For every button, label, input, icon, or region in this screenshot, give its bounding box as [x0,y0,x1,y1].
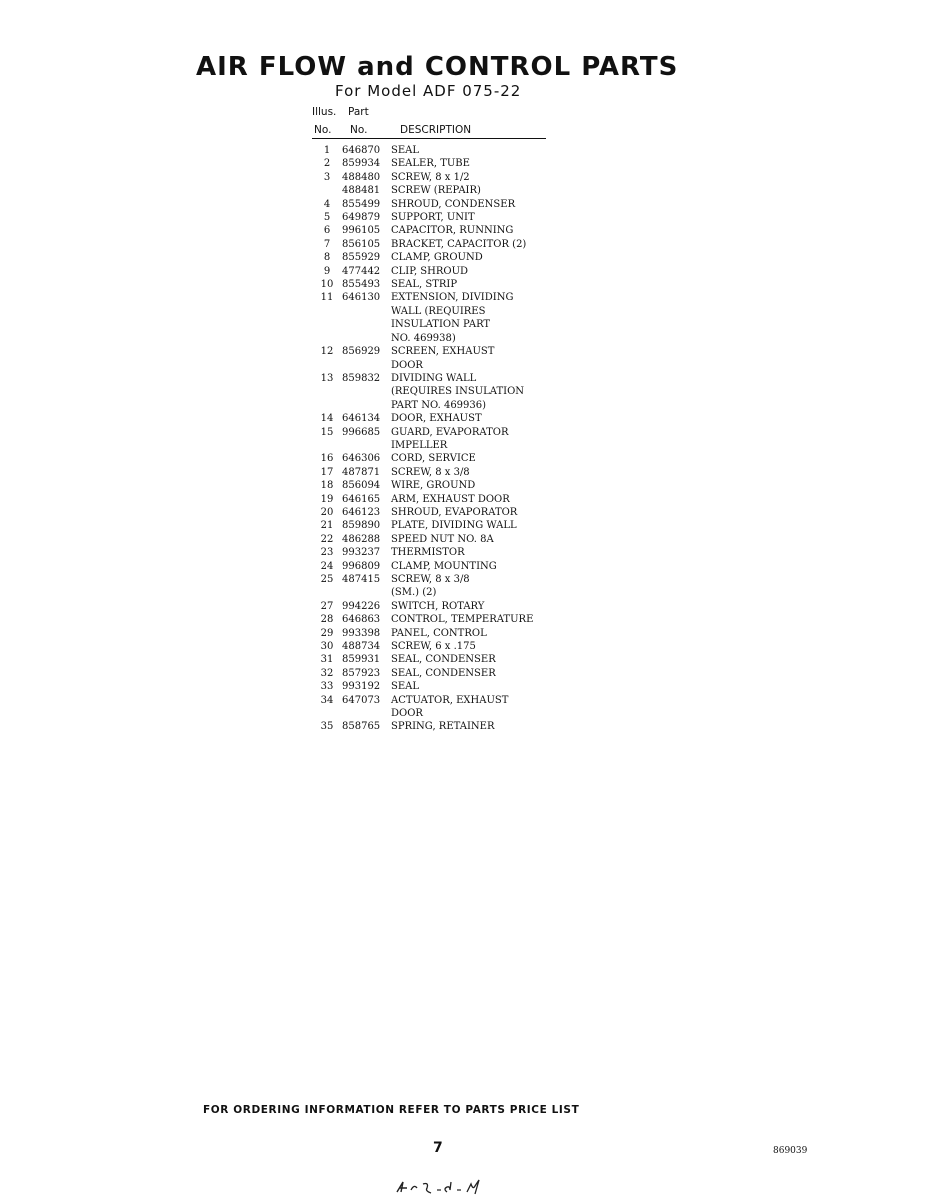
part-number: 994226 [342,600,381,612]
illus-number: 33 [320,681,334,693]
part-description [391,265,548,278]
table-row [312,265,548,278]
description-line: SCREW, 8 x 1/2 [391,171,470,183]
illus-number: 12 [320,346,334,358]
table-row [312,720,548,733]
header-part-top: Part [348,106,369,118]
part-number: 488481 [342,185,381,197]
illus-number: 15 [320,426,334,438]
part-number: 855493 [342,279,381,291]
illus-number: 5 [323,212,331,224]
part-number: 647073 [342,694,381,706]
illus-number: 4 [323,198,331,210]
table-row [312,278,548,291]
table-row [312,452,548,465]
illus-number: 10 [320,279,334,291]
description-line: SEAL [391,681,420,693]
part-description [391,412,548,425]
description-line: PANEL, CONTROL [391,627,487,639]
table-row [312,211,548,224]
part-description [391,627,548,640]
part-number: 993237 [342,547,381,559]
part-description [391,573,548,600]
description-line: SUPPORT, UNIT [391,212,475,224]
table-row [312,560,548,573]
description-line: PART NO. 469936) [391,399,487,411]
part-description [391,171,548,184]
part-number: 859890 [342,520,381,532]
part-description [391,452,548,465]
parts-list [312,144,548,734]
part-number: 858765 [342,721,381,733]
description-line: CLAMP, GROUND [391,252,483,264]
description-line: SWITCH, ROTARY [391,600,485,612]
part-description [391,426,548,453]
part-number: 487415 [342,574,381,585]
description-line: PLATE, DIVIDING WALL [391,520,517,532]
description-line: SPEED NUT NO. 8A [391,533,494,545]
part-number: 857923 [342,667,381,679]
part-number: 646123 [342,506,381,518]
part-number: 646130 [342,292,381,304]
illus-number: 29 [320,627,334,639]
description-line: SCREW (REPAIR) [391,185,481,197]
part-number: 855929 [342,252,381,264]
table-row [312,493,548,506]
description-line: CAPACITOR, RUNNING [391,225,514,237]
part-number: 486288 [342,533,381,545]
illus-number: 28 [320,614,334,626]
table-header [312,106,548,138]
document-number: 869039 [773,1146,808,1156]
part-description [391,533,548,546]
part-description [391,479,548,492]
table-row [312,653,548,666]
part-description [391,345,548,372]
illus-number: 9 [323,265,331,277]
table-row [312,694,548,721]
part-number: 993192 [342,681,381,693]
description-line: ACTUATOR, EXHAUST [391,694,509,706]
description-line: ARM, EXHAUST DOOR [391,493,510,505]
part-description [391,680,548,693]
description-line: SHROUD, EVAPORATOR [391,506,518,518]
part-description [391,211,548,224]
part-number: 996105 [342,225,381,237]
illus-number: 31 [320,654,334,666]
description-line: SEAL, CONDENSER [391,654,496,666]
description-line: CLAMP, MOUNTING [391,560,497,572]
description-line: (REQUIRES INSULATION [391,386,525,398]
illus-number: 23 [320,547,334,559]
part-number: 646306 [342,453,381,465]
part-number: 856094 [342,480,381,492]
part-description [391,506,548,519]
table-row [312,184,548,197]
description-line: WALL (REQUIRES [391,305,486,317]
illus-number: 21 [320,520,334,532]
part-description [391,640,548,653]
part-description [391,251,548,264]
part-description [391,653,548,666]
table-row [312,546,548,559]
header-part-no: No. [350,124,368,136]
illus-number: 27 [320,600,334,612]
part-description [391,493,548,506]
table-row [312,238,548,251]
illus-number: 13 [320,372,334,384]
page-title: AIR FLOW and CONTROL PARTS [196,52,679,82]
description-line: SCREW, 8 x 3/8 [391,574,470,585]
part-description [391,144,548,157]
part-description [391,546,548,559]
illus-number: 16 [320,453,334,465]
part-description [391,184,548,197]
part-number: 646165 [342,493,381,505]
part-description [391,694,548,721]
ordering-note: FOR ORDERING INFORMATION REFER TO PARTS PRICE LIST [203,1104,580,1116]
part-description [391,224,548,237]
description-line: EXTENSION, DIVIDING [391,292,514,304]
header-illus-no: No. [314,124,332,136]
part-description [391,466,548,479]
part-description [391,278,548,291]
description-line: THERMISTOR [391,547,465,559]
header-illus-top: Illus. [312,106,337,118]
description-line: CORD, SERVICE [391,453,476,465]
table-row [312,171,548,184]
table-row [312,506,548,519]
part-description [391,238,548,251]
illus-number: 30 [320,641,334,653]
part-description [391,720,548,733]
illus-number: 8 [323,252,331,264]
illus-number: 19 [320,493,334,505]
table-row [312,412,548,425]
part-description [391,372,548,412]
description-line: BRACKET, CAPACITOR (2) [391,238,527,250]
illus-number: 18 [320,480,334,492]
part-description [391,667,548,680]
description-line: SCREW, 6 x .175 [391,641,476,653]
description-line: SEAL, CONDENSER [391,667,496,679]
part-number: 996809 [342,560,381,572]
part-number: 855499 [342,198,381,210]
description-line: SPRING, RETAINER [391,721,495,733]
part-number: 856929 [342,346,381,358]
table-row [312,533,548,546]
description-line: SEAL [391,145,420,156]
table-row [312,519,548,532]
part-number: 996685 [342,426,381,438]
table-row [312,627,548,640]
illus-number: 24 [320,560,334,572]
illus-number: 22 [320,533,334,545]
table-row [312,573,548,600]
table-row [312,144,548,157]
description-line: DOOR [391,708,423,720]
description-line: SHROUD, CONDENSER [391,198,516,210]
part-number: 646870 [342,145,381,156]
part-number: 993398 [342,627,381,639]
table-row [312,372,548,412]
illus-number: 3 [323,171,331,183]
description-line: DIVIDING WALL [391,372,477,384]
illus-number: 17 [320,466,334,478]
illus-number: 11 [320,292,334,304]
part-number: 649879 [342,212,381,224]
description-line: GUARD, EVAPORATOR [391,426,509,438]
part-description [391,291,548,345]
table-row [312,667,548,680]
table-row [312,640,548,653]
description-line: NO. 469938) [391,332,456,344]
description-line: INSULATION PART [391,319,491,331]
handwritten-signature [395,1176,505,1203]
part-description [391,600,548,613]
illus-number: 34 [320,694,334,706]
table-row [312,479,548,492]
part-number: 856105 [342,238,381,250]
table-row [312,251,548,264]
header-description: DESCRIPTION [400,124,472,136]
parts-table [312,106,548,733]
description-line: (SM.) (2) [391,587,437,599]
illus-number: 20 [320,506,334,518]
illus-number: 1 [323,145,331,156]
part-number: 859832 [342,372,381,384]
table-row [312,613,548,626]
table-row [312,157,548,170]
description-line: SCREEN, EXHAUST [391,346,495,358]
illus-number: 32 [320,667,334,679]
part-description [391,198,548,211]
page-number: 7 [433,1140,443,1156]
part-number: 646863 [342,614,381,626]
part-description [391,157,548,170]
table-row [312,198,548,211]
illus-number: 25 [320,574,334,585]
description-line: WIRE, GROUND [391,480,476,492]
description-line: SEALER, TUBE [391,158,470,170]
part-number: 487871 [342,466,381,478]
table-row [312,600,548,613]
part-number: 488480 [342,171,381,183]
table-row [312,224,548,237]
part-description [391,613,548,626]
part-number: 859934 [342,158,381,170]
model-subtitle: For Model ADF 075-22 [335,82,522,100]
header-rule [312,138,546,139]
description-line: DOOR [391,359,423,371]
description-line: CLIP, SHROUD [391,265,469,277]
part-number: 488734 [342,641,381,653]
part-number: 859931 [342,654,381,666]
illus-number: 7 [323,238,331,250]
description-line: IMPELLER [391,439,448,451]
table-row [312,680,548,693]
table-row [312,426,548,453]
illus-number: 2 [323,158,331,170]
description-line: DOOR, EXHAUST [391,413,482,425]
table-row [312,291,548,345]
table-row [312,466,548,479]
part-number: 646134 [342,413,381,425]
description-line: CONTROL, TEMPERATURE [391,614,534,626]
description-line: SEAL, STRIP [391,279,458,291]
part-number: 477442 [342,265,381,277]
description-line: SCREW, 8 x 3/8 [391,466,470,478]
illus-number: 35 [320,721,334,733]
table-row [312,345,548,372]
illus-number: 14 [320,413,334,425]
part-description [391,519,548,532]
part-description [391,560,548,573]
illus-number: 6 [323,225,331,237]
